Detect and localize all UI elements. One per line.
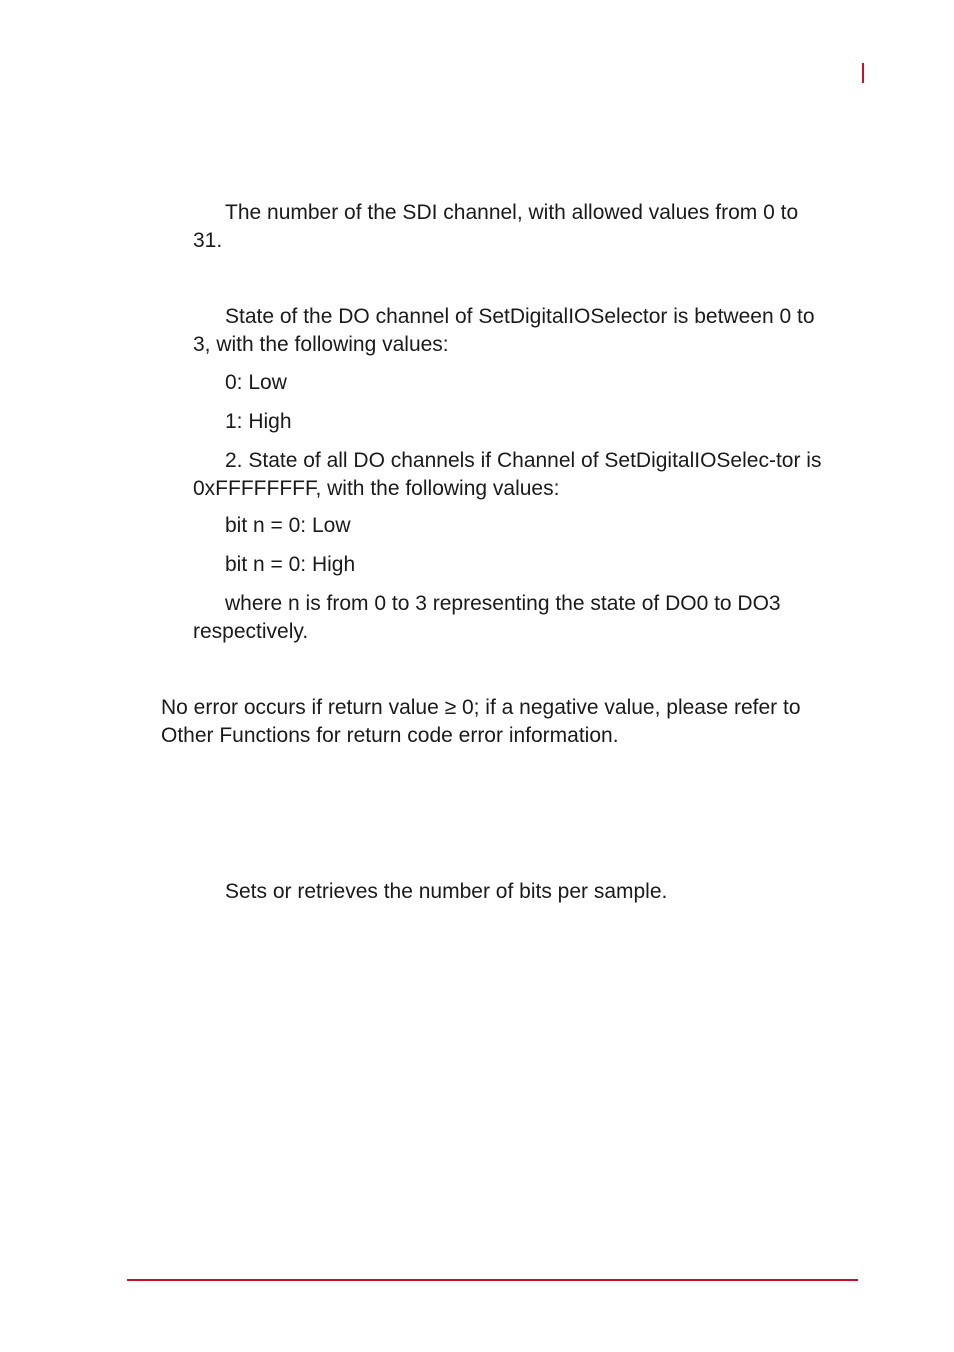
header-mark (862, 63, 864, 83)
footer-rule (127, 1279, 858, 1281)
state-bit-low: bit n = 0: Low (225, 514, 351, 537)
state-intro: State of the DO channel of SetDigitalIOSelector is between 0 to 3, with the following values: (193, 305, 815, 356)
return-value-description: No error occurs if return value ≥ 0; if a negative value, please refer to Other Functions for return code error information. (161, 696, 801, 747)
channel-description: The number of the SDI channel, with allowed values from 0 to 31. (193, 201, 799, 252)
state-value-high: 1: High (225, 410, 292, 433)
state-where: where n is from 0 to 3 representing the state of DO0 to DO3 respectively. (193, 592, 781, 643)
state-bit-high: bit n = 0: High (225, 553, 356, 576)
bits-per-sample-description: Sets or retrieves the number of bits per sample. (225, 880, 668, 903)
state-value-low: 0: Low (225, 371, 287, 394)
state-all-channels: 2. State of all DO channels if Channel of SetDigitalIOSelec-tor is 0xFFFFFFFF, with the following values: (193, 449, 822, 500)
